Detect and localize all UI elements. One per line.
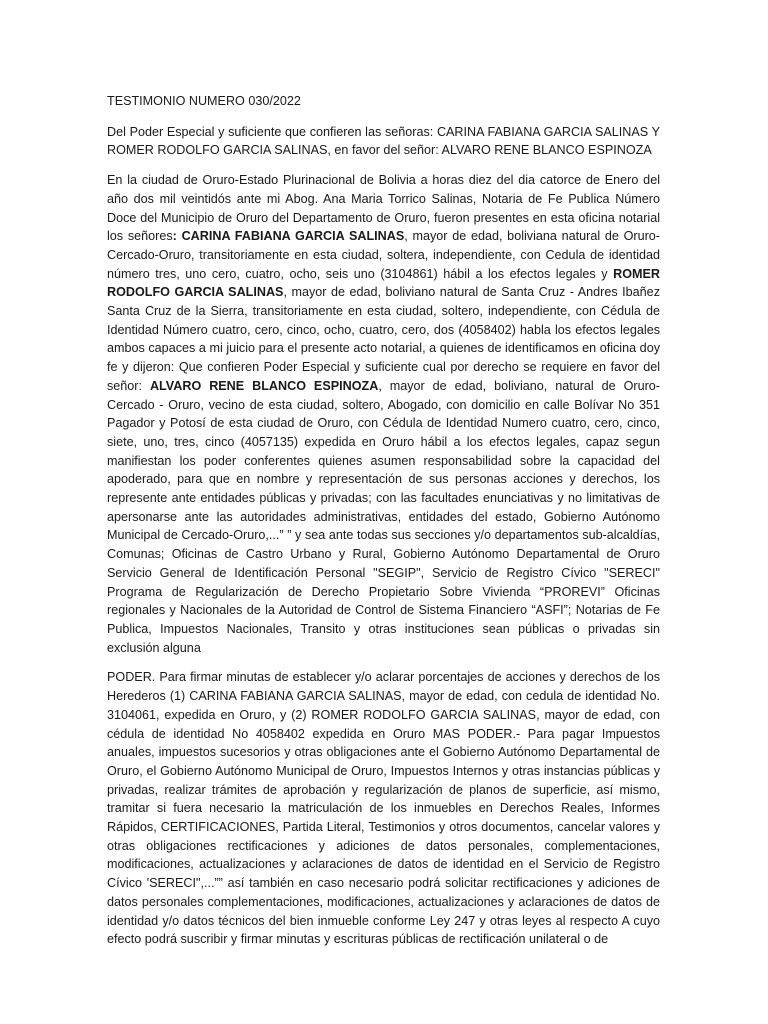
party-name-alvaro: ALVARO RENE BLANCO ESPINOZA (149, 378, 379, 393)
appearance-paragraph (107, 171, 660, 657)
power-paragraph: PODER. Para firmar minutas de establecer y/o aclarar porcentajes de acciones y derechos de los Herederos (1) CARINA FABIANA GARCIA SALINAS, mayor de edad, con cedula de identidad No. 3104061, expedida en Oruro, y (2) ROMER RODOLFO GARCIA SALINAS, mayor de edad, con cédula de identidad No 4058402 expedida en Oruro MAS PODER.- Para pagar Impuestos anuales, impuestos sucesorios y otras obligaciones ante el Gobierno Autónomo Departamental de Oruro, el Gobierno Autónomo Municipal de Oruro, Impuestos Internos y otras instancias públicas y privadas, realizar trámites de aprobación y regularización de planos de superficie, así mismo, tramitar si fuera necesario la matriculación de los inmuebles en Derechos Reales, Informes Rápidos, CERTIFICACIONES, Partida Literal, Testimonios y otros documentos, cancelar valores y otras obligaciones rectificaciones y adiciones de datos personales, complementaciones, modificaciones, actualizaciones y aclaraciones de datos de identidad en el Servicio de Registro Cívico 'SERECI",...”” así también en caso necesario podrá solicitar rectificaciones y adiciones de datos personales complementaciones, modificaciones, actualizaciones y aclaraciones de datos de identidad y/o datos técnicos del bien inmueble conforme Ley 247 y otras leyes al respecto A cuyo efecto podrá suscribir y firmar minutas y escrituras públicas de rectificación unilateral o de (107, 670, 660, 947)
document-title: TESTIMONIO NUMERO 030/2022 (107, 94, 301, 108)
paragraph-text: En la ciudad de Oruro-Estado Plurinacional de Bolivia a horas diez del dia catorce de Enero del año dos mil veintidós ante mi Abog. Ana Maria Torrico Salinas, Notaria de Fe Publica Número Doce del Municipio de Oruro del Departamento de Oruro, fueron presentes en esta oficina notarial los señores (107, 173, 660, 244)
party-name-romer: ROMER RODOLFO GARCIA SALINAS (107, 266, 660, 300)
paragraph-text: , mayor de edad, boliviana natural de Oruro- Cercado-Oruro, transitoriamente en esta ciudad, soltera, independiente, con Cedula de identidad número tres, uno cero, cuatro, ocho, seis uno (3104861) hábil a los efectos legales y (107, 229, 660, 281)
paragraph-text: , mayor de edad, boliviano natural de Santa Cruz - Andres Ibañez Santa Cruz de la Sierra, transitoriamente en esta ciudad, soltero, independiente, con Cédula de Identidad Número cuatro, cero, cinco, ocho, cuatro, cero, dos (4058402) habla los efectos legales ambos capaces a mi juicio para el presente acto notarial, a quienes de identificamos en oficina doy fe y dijeron: Que confieren Poder Especial y suficiente cual por derecho se requiere en favor del señor: (107, 285, 660, 393)
paragraph-text: , mayor de edad, boliviano, natural de Oruro- Cercado - Oruro, vecino de esta ciudad, soltero, Abogado, con domicilio en calle Bolívar No 351 Pagador y Potosí de esta ciudad de Oruro, con Cédula de Identidad Numero cuatro, cero, cinco, siete, uno, tres, cinco (4057135) expedida en Oruro hábil a los efectos legales, capaz segun manifiestan los poder conferentes quienes asumen responsabilidad sobre la capacidad del apoderado, para que en nombre y representación de sus personas acciones y derechos, los represente ante entidades públicas y privadas; con las facultades enunciativas y no limitativas de apersonarse ante las autoridades administrativas, entidades del estado, Gobierno Autónomo Municipal de Cercado-Oruro,...” ” y sea ante todas sus secciones y/o departamentos sub-alcaldías, Comunas; Oficinas de Castro Urbano y Rural, Gobierno Autónomo Departamental de Oruro Servicio General de Identificación Personal "SEGIP", Servicio de Registro Cívico "SERECI" Programa de Regularización de Derecho Propietario Sobre Vivienda “PROREVI” Oficinas regionales y Nacionales de la Autoridad de Control de Sistema Financiero “ASFI”; Notarias de Fe Publica, Impuestos Nacionales, Transito y otras instituciones sean públicas o privadas sin exclusión alguna (107, 378, 660, 655)
party-name-carina: : CARINA FABIANA GARCIA SALINAS (172, 229, 405, 244)
document-body (107, 92, 660, 960)
intro-paragraph: Del Poder Especial y suficiente que confieren las señoras: CARINA FABIANA GARCIA SALINAS Y ROMER RODOLFO GARCIA SALINAS, en favor del señor: ALVARO RENE BLANCO ESPINOZA (107, 124, 660, 158)
